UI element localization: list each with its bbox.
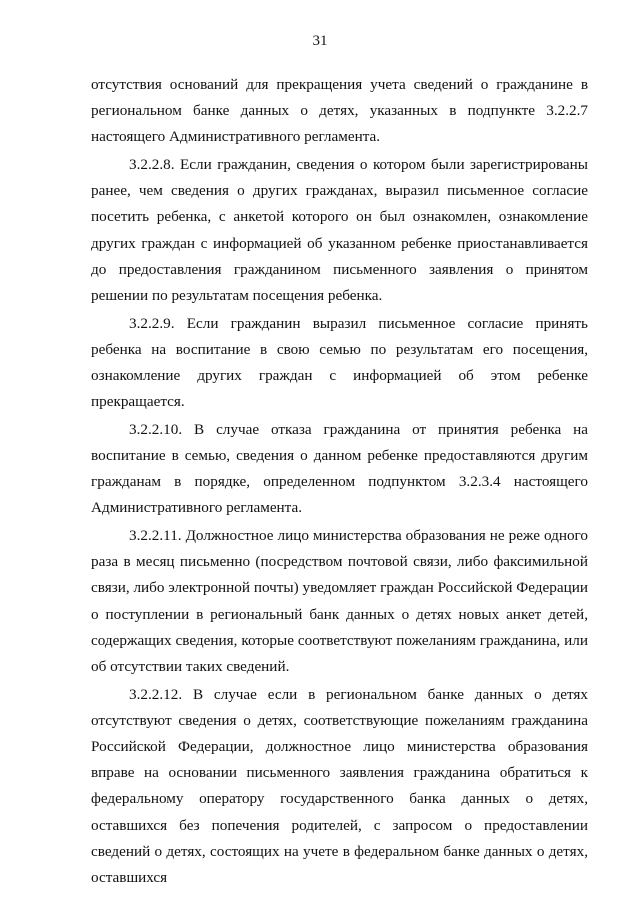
paragraph-3-2-2-10: 3.2.2.10. В случае отказа гражданина от принятия ребенка на воспитание в семью, сведения о данном ребенке предоставляются другим гражданам в порядке, определенном подпунктом 3.2.3.4 настоящего Административного регламента. [91,420,588,517]
paragraph-3-2-2-11: 3.2.2.11. Должностное лицо министерства образования не реже одного раза в месяц письменно (посредством почтовой связи, либо факсимильной связи, либо электронной почты) уведомляет граждан Российской Федерации о поступлении в региональный банк данных о детях новых анкет детей, содержащих сведения, которые соответствуют пожеланиям гражданина, или об отсутствии таких сведений. [91,527,588,676]
paragraph-continuation: отсутствия оснований для прекращения учета сведений о гражданине в региональном банке данных о детях, указанных в подпункте 3.2.2.7 настоящего Административного регламента. [91,76,588,146]
paragraph-3-2-2-8: 3.2.2.8. Если гражданин, сведения о котором были зарегистрированы ранее, чем сведения о других гражданах, выразил письменное согласие посетить ребенка, с анкетой которого он был ознакомлен, ознакомление других граждан с информацией об указанном ребенке приостанавливается до предоставления гражданином письменного заявления о принятом решении по результатам посещения ребенка. [91,156,588,305]
paragraph-3-2-2-9: 3.2.2.9. Если гражданин выразил письменное согласие принять ребенка на воспитание в свою семью по результатам его посещения, ознакомление других граждан с информацией об этом ребенке прекращается. [91,314,588,411]
page-number: 31 [312,33,328,49]
document-body [91,72,588,893]
paragraph-3-2-2-12: 3.2.2.12. В случае если в региональном банке данных о детях отсутствуют сведения о детях, соответствующие пожеланиям гражданина Российской Федерации, должностное лицо министерства образования вправе на основании письменного заявления гражданина обратиться к федеральному оператору государственного банка данных о детях, оставшихся без попечения родителей, с запросом о предоставлении сведений о детях, состоящих на учете в федеральном банке данных о детях, оставшихся [91,685,588,887]
